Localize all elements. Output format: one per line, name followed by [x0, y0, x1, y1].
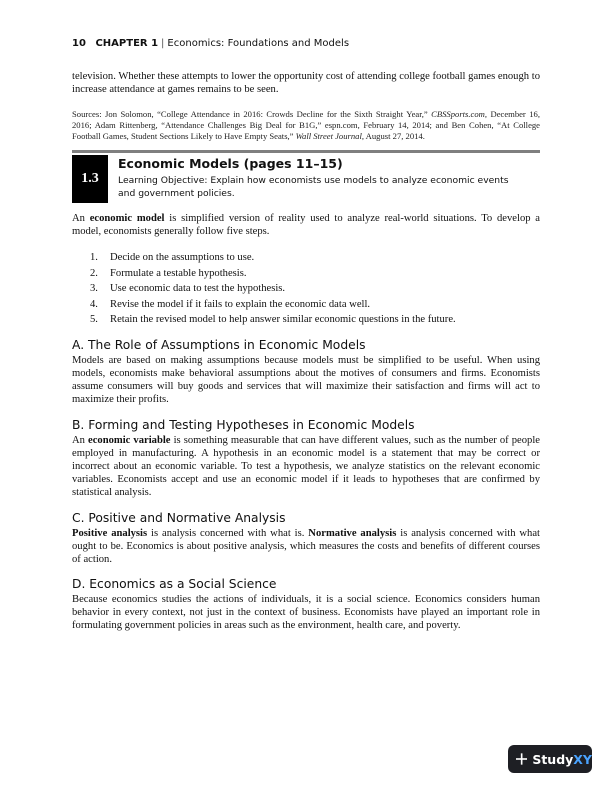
- section-paragraph: Positive analysis is analysis concerned with what is. Normative analysis is analysis concerned with what ought to be. Economics is about positive analysis, which measures the costs and benefits of different courses of action.: [72, 528, 541, 565]
- key-term: Normative analysis: [308, 528, 397, 539]
- studyxy-badge[interactable]: [508, 745, 592, 773]
- source-title: CBSSports.com: [431, 109, 485, 119]
- section-paragraph: An economic variable is something measurable that can have different values, such as the number of people employed in manufacturing. A hypothesis in an economic model is a statement that may be correct or incorrect about an economic variable. To test a hypothesis, we analyze statistics on the relevant economic variables. Economists accept and use an economic model if it leads to hypotheses that are confirmed by statistical analysis.: [72, 435, 540, 498]
- objective-number: 1.3: [81, 171, 99, 186]
- objective-rule: [72, 150, 540, 153]
- plus-icon: [516, 752, 527, 766]
- section-paragraph: Because economics studies the actions of individuals, it is a social science. Economics considers human behavior in every context, not just in the context of business. Economists have played an important role in formulating government policies in areas such as the environment, health care, and poverty.: [72, 594, 540, 631]
- objective-number-box: [72, 155, 108, 203]
- section-heading: A. The Role of Assumptions in Economic Models: [72, 338, 366, 352]
- sources-note: Sources: Jon Solomon, “College Attendance in 2016: Crowds Decline for the Sixth Straight Year,” CBSSports.com, December 16, 2016; Adam Rittenberg, “Attendance Challenges Big Deal for B1G,” espn.com, February 14, 2014; and Ben Cohen, “At College Football Games, Student Sections Likely to Have Empty Seats,” Wall Street Journal, August 27, 2014.: [72, 109, 540, 141]
- section-heading: C. Positive and Normative Analysis: [72, 511, 286, 525]
- list-item: 3. Use economic data to test the hypothesis.: [90, 283, 286, 295]
- page-number: 10: [72, 38, 86, 49]
- header-separator: |: [161, 38, 165, 49]
- brand-name: StudyXY: [532, 751, 592, 767]
- running-header: [72, 38, 349, 49]
- section-paragraph: Models are based on making assumptions because models must be simplified to be useful. When using models, economists make behavioral assumptions about the motives of consumers and firms. Economists assume consumers will buy goods and services that will maximize their satisfaction and firms will act to maximize their profits.: [72, 355, 540, 405]
- list-item: 5. Retain the revised model to help answer similar economic questions in the future.: [90, 314, 456, 326]
- objective-title: Economic Models (pages 11–15): [118, 156, 343, 171]
- model-intro-paragraph: An economic model is simplified version of reality used to analyze real-world situations. To develop a model, economists generally follow five steps.: [72, 213, 540, 237]
- key-term: economic model: [89, 213, 165, 224]
- model-steps-list: [90, 250, 456, 328]
- key-term: Positive analysis: [72, 528, 148, 539]
- key-term: economic variable: [88, 435, 171, 446]
- list-item: 4. Revise the model if it fails to explain the economic data well.: [90, 298, 371, 310]
- chapter-title: Economics: Foundations and Models: [167, 38, 350, 49]
- learning-objective: Learning Objective: Explain how economists use models to analyze economic events and government policies.: [118, 175, 509, 199]
- list-item: 2. Formulate a testable hypothesis.: [90, 267, 247, 279]
- brand-accent: XY: [573, 751, 592, 767]
- continuation-paragraph: television. Whether these attempts to lower the opportunity cost of attending college football games enough to increase attendance at games remains to be seen.: [72, 71, 540, 95]
- chapter-label: CHAPTER 1: [95, 38, 159, 49]
- section-heading: D. Economics as a Social Science: [72, 577, 277, 591]
- list-item: 1. Decide on the assumptions to use.: [90, 252, 255, 263]
- section-heading: B. Forming and Testing Hypotheses in Economic Models: [72, 418, 415, 432]
- source-title: Wall Street Journal: [295, 131, 362, 141]
